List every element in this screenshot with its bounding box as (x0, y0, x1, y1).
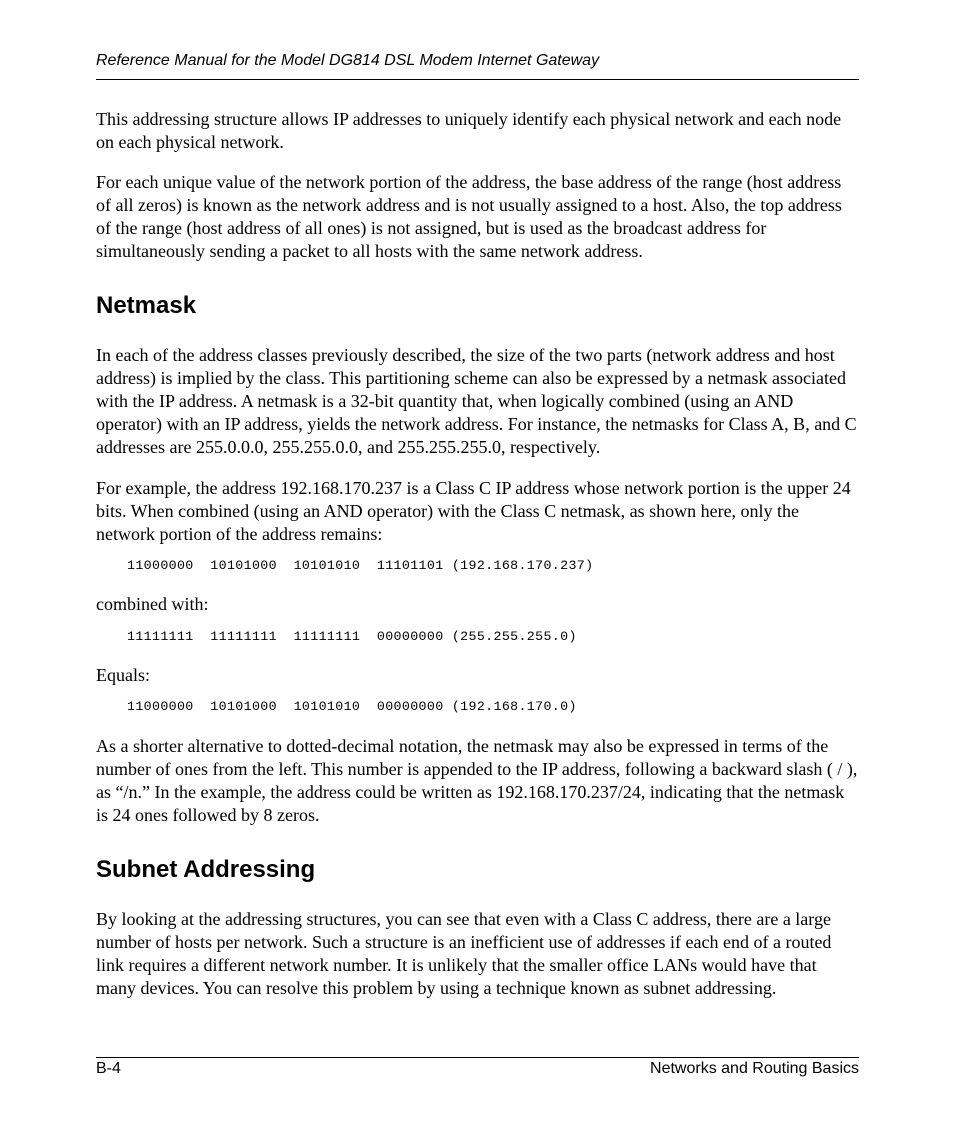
header-rule (96, 79, 859, 80)
page-number: B-4 (96, 1060, 121, 1077)
subnet-paragraph-1: By looking at the addressing structures, you can see that even with a Class C address, there are a large number of hosts per network. Such a structure is an inefficient use of addresses if each end of a routed link requires a different network number. It is unlikely that the smaller office LANs would have that many devices. You can resolve this problem by using a technique known as subnet addressing. (96, 909, 832, 998)
code-ip-address: 11000000 10101000 10101010 11101101 (192.168.170.237) (127, 558, 594, 573)
code-netmask: 11111111 11111111 11111111 00000000 (255.255.255.0) (127, 629, 577, 644)
equals-label: Equals: (96, 665, 150, 685)
running-header: Reference Manual for the Model DG814 DSL Modem Internet Gateway (96, 52, 600, 69)
intro-paragraph-1: This addressing structure allows IP addresses to uniquely identify each physical network and each node on each physical network. (96, 109, 842, 152)
intro-paragraph-2: For each unique value of the network portion of the address, the base address of the range (host address of all zeros) is known as the network address and is not usually assigned to a host. Also, the top address of the range (host address of all ones) is not assigned, but is used as the broadcast address for simultaneously sending a packet to all hosts with the same network address. (96, 172, 842, 261)
combined-with-label: combined with: (96, 594, 209, 614)
netmask-paragraph-3: As a shorter alternative to dotted-decimal notation, the netmask may also be expressed in terms of the number of ones from the left. This number is appended to the IP address, following a backward slash ( / ), as “/n.” In the example, the address could be written as 192.168.170.237/24, indicating that the netmask is 24 ones followed by 8 zeros. (96, 736, 858, 825)
netmask-paragraph-2: For example, the address 192.168.170.237 is a Class C IP address whose network portion is the upper 24 bits. When combined (using an AND operator) with the Class C netmask, as shown here, only the network portion of the address remains: (96, 478, 851, 544)
footer-section-title: Networks and Routing Basics (650, 1060, 859, 1077)
netmask-heading: Netmask (96, 292, 197, 319)
netmask-paragraph-1: In each of the address classes previously described, the size of the two parts (network address and host address) is implied by the class. This partitioning scheme can also be expressed by a netmask associated with the IP address. A netmask is a 32-bit quantity that, when logically combined (using an AND operator) with an IP address, yields the network address. For instance, the netmasks for Class A, B, and C addresses are 255.0.0.0, 255.255.0.0, and 255.255.255.0, respectively. (96, 345, 857, 457)
footer-rule (96, 1057, 859, 1058)
code-network-address: 11000000 10101000 10101010 00000000 (192.168.170.0) (127, 699, 577, 714)
subnet-addressing-heading: Subnet Addressing (96, 856, 316, 883)
